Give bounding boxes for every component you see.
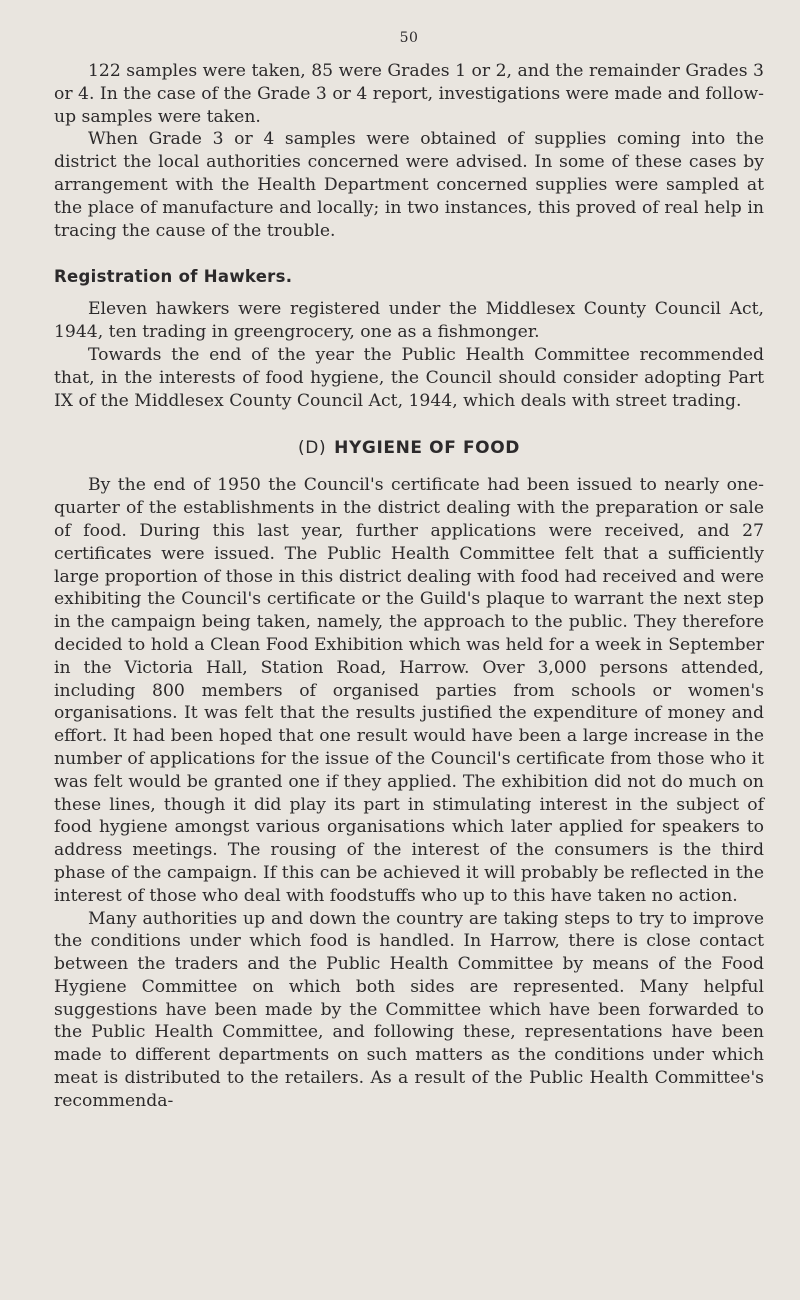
paragraph-clean-food-exhibition: By the end of 1950 the Council's certificate had been issued to nearly one-quarter of the establishments in the district dealing with the preparation or sale of food. During this last year, further applications were received, and 27 certificates were issued. The Public Health Committee felt that a sufficiently large proportion of those in this district dealing with food had received and were exhibiting the Council's certificate or the Guild's plaque to warrant the next step in the campaign being taken, namely, the approach to the public. They therefore decided to hold a Clean Food Exhibition which was held for a week in September in the Victoria Hall, Station Road, Harrow. Over 3,000 persons attended, including 800 members of organised parties from schools or women's organisations. It was felt that the results justified the expenditure of money and effort. It had been hoped that one result would have been a large increase in the number of applications for the issue of the Council's certificate from those who it was felt would be granted one if they applied. The exhibition did not do much on these lines, though it did play its part in stimulating interest in the subject of food hygiene amongst various organisations which later applied for speakers to address meetings. The rousing of the interest of the consumers is the third phase of the campaign. If this can be achieved it will probably be reflected in the interest of those who deal with foodstuffs who up to this have taken no action. (54, 475, 764, 906)
section-title: HYGIENE OF FOOD (334, 438, 520, 459)
section-heading-registration-of-hawkers: Registration of Hawkers. (54, 267, 293, 287)
paragraph-hawkers-registered: Eleven hawkers were registered under the Middlesex County Council Act, 1944, ten trading in greengrocery, one as a fishmonger. (54, 299, 764, 343)
section-heading-hygiene-of-food (54, 438, 764, 458)
paragraph-street-trading: Towards the end of the year the Public Health Committee recommended that, in the interests of food hygiene, the Council should consider adopting Part IX of the Middlesex County Council Act, 1944, which deals with street trading. (54, 344, 764, 411)
paragraph-food-hygiene-committee: Many authorities up and down the country are taking steps to try to improve the conditions under which food is handled. In Harrow, there is close contact between the traders and the Public Health Committee by means of the Food Hygiene Committee on which both sides are represented. Many helpful suggestions have been made by the Committee which have been forwarded to the Public Health Committee, and following these, representations have been made to different departments on such matters as the conditions under which meat is distributed to the retailers. As a result of the Public Health Committee's recommenda- (54, 908, 764, 1111)
paragraph-samples-grades: 122 samples were taken, 85 were Grades 1 or 2, and the remainder Grades 3 or 4. In the case of the Grade 3 or 4 report, investigations were made and follow-up samples were taken. (54, 61, 764, 127)
section-label: (D) (298, 438, 327, 459)
page-number: 50 (399, 30, 419, 46)
paragraph-grade-supplies: When Grade 3 or 4 samples were obtained of supplies coming into the district the local authorities concerned were advised. In some of these cases by arrangement with the Health Department concerned supplies were sampled at the place of manufacture and locally; in two instances, this proved of real help in tracing the cause of the trouble. (54, 129, 764, 241)
